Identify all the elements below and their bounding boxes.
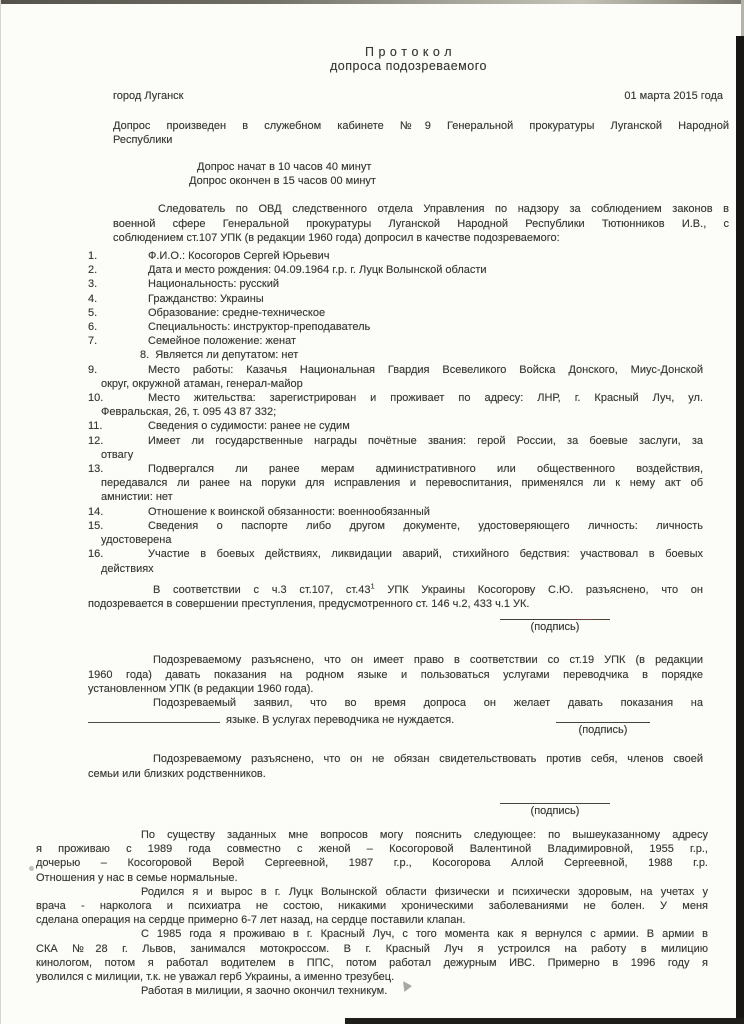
list-item: 16. Участие в боевых действиях, ликвидации аварий, стихийного бедствия: участвовал в боевых действиях xyxy=(88,548,703,575)
blank-fill-line xyxy=(88,710,220,723)
body-block xyxy=(88,249,703,818)
scan-edge-top xyxy=(0,0,744,4)
list-item: 14. Отношение к воинской обязанности: военнообязанный xyxy=(88,505,430,518)
signature-block-2 xyxy=(556,708,650,737)
list-item: 4. Гражданство: Украины xyxy=(88,292,264,305)
signature-block-3 xyxy=(500,803,610,818)
city-label: город Луганск xyxy=(113,90,184,103)
document-subtitle: допроса подозреваемого xyxy=(330,59,487,74)
language-statement-paragraph: Подозреваемый заявил, что во время допроса он желает давать показания на языке. В услугах переводчика не нуждается. (подпись) xyxy=(88,696,703,727)
list-item: 13. Подвергался ли ранее мерам административного или общественного воздействия, передавался ли ранее на поруки для исправления и перевоспитания, применялся ли к нему акт об амнистии: нет xyxy=(88,463,703,504)
list-item: 2. Дата и место рождения: 04.09.1964 г.р. г. Луцк Волынской области xyxy=(88,264,487,277)
list-item: 11. Сведения о судимости: ранее не судим xyxy=(88,420,350,433)
list-item: 12. Имеет ли государственные награды почётные звания: герой России, за боевые заслуги, за отвагу xyxy=(88,434,703,461)
signature-caption: (подпись) xyxy=(578,723,628,736)
list-item: 7. Семейное положение: женат xyxy=(88,335,297,348)
list-item: 8. Является ли депутатом: нет xyxy=(140,349,299,362)
no-testify-paragraph: Подозреваемому разъяснено, что он не обязан свидетельствовать против себя, членов своей семьи или близких родственников. xyxy=(88,753,703,780)
signature-block-1 xyxy=(500,619,610,634)
location-paragraph: Допрос произведен в служебном кабинете №9 Генеральной прокуратуры Луганской Народной Республики xyxy=(113,119,729,146)
list-item: 3. Национальность: русский xyxy=(88,278,280,291)
list-item: 9. Место работы: Казачья Национальная Гвардия Всевеликого Войска Донского, Миус-Донской округ, окружной атаман, генерал-майор xyxy=(88,363,703,390)
testimony-block: По существу заданных мне вопросов могу пояснить следующее: по вышеуказанному адресу я проживаю с 1989 года совместно с женой – Косогоровой Валентиной Владимировной, 1955 г.р., дочерью – Косогоровой Верой Сергеевной, 1987 г.р., Косогорова Аллой Сергеевной, 1988 г.р. Отношения у нас в семье нормальные. Родился я и вырос в г. Луцк Волынской области физически и психически здоровым, на учетах у врача - нарколога и психиатра не состою, никакими хроническими заболеваниями не болен. У меня сделана операция на сердце примерно 6-7 лет назад, на сердце поставили клапан. С 1985 года я проживаю в г. Красный Луч, с того момента как я вернулся с армии. В армии в СКА №28 г. Львов, занимался мотокроссом. В г. Красный Луч я устроился на работу в милицию кинологом, потом я работал водителем в ППС, потом работал дежурным ИВС. Примерно в 1996 году я уволился с милиции, т.к. не уважал герб Украины, а именно трезубец. Работая в милиции, я заочно окончил техникум. xyxy=(36,828,708,998)
document-date: 01 марта 2015 года xyxy=(624,90,723,103)
scan-edge-left xyxy=(0,0,1,1024)
signature-caption: (подпись) xyxy=(530,804,580,817)
interrogation-times xyxy=(113,160,729,188)
superscript-1: 1 xyxy=(370,581,375,591)
list-item: 1. Ф.И.О.: Косогоров Сергей Юрьевич xyxy=(88,250,330,263)
list-item: 5. Образование: средне-техническое xyxy=(88,306,326,319)
header-block xyxy=(113,45,729,245)
scan-edge-right xyxy=(736,36,744,1024)
signature-caption: (подпись) xyxy=(530,621,580,634)
time-end: Допрос окончен в 15 часов 00 минут xyxy=(189,175,376,188)
scan-edge-bottom xyxy=(345,1018,744,1024)
rights-paragraph: Подозреваемому разъяснено, что он имеет право в соответствии со ст.19 УПК (в редакции 1960 года) давать показания на родном языке и пользоваться услугами переводчика в порядке установленном УПК (в редакции 1960 года). xyxy=(88,654,703,695)
scan-speck xyxy=(29,866,34,871)
investigator-paragraph: Следователь по ОВД следственного отдела Управления по надзору за соблюдением законов в военной сфере Генеральной прокуратуры Луганской Народной Республики Тютюнников И.В., с соблюдением ст.107 УПК (в редакции 1960 года) допросил в качестве подозреваемого: xyxy=(113,203,729,244)
time-start: Допрос начат в 10 часов 40 минут xyxy=(197,161,372,174)
list-item: 15. Сведения о паспорте либо другом документе, удостоверяющего личность: личность удостоверена xyxy=(88,519,703,547)
list-item: 6. Специальность: инструктор-преподаватель xyxy=(88,321,371,334)
suspect-details-list xyxy=(88,249,703,576)
document-title: П р о т о к о л xyxy=(365,45,453,59)
suspicion-notice-paragraph: В соответствии с ч.3 ст.107, $ст.43^1$ УПК Украины Косогорову С.Ю. разъяснено, что он подозревается в совершении преступления, предусмотренного ст. 146 ч.2, 433 ч.1 УК. xyxy=(88,581,703,610)
list-item: 10. Место жительства: зарегистрирован и проживает по адресу: ЛНР, г. Красный Луч, ул. Февральская, 26, т. 095 43 87 332; xyxy=(88,392,703,419)
city-date-row xyxy=(113,89,729,103)
